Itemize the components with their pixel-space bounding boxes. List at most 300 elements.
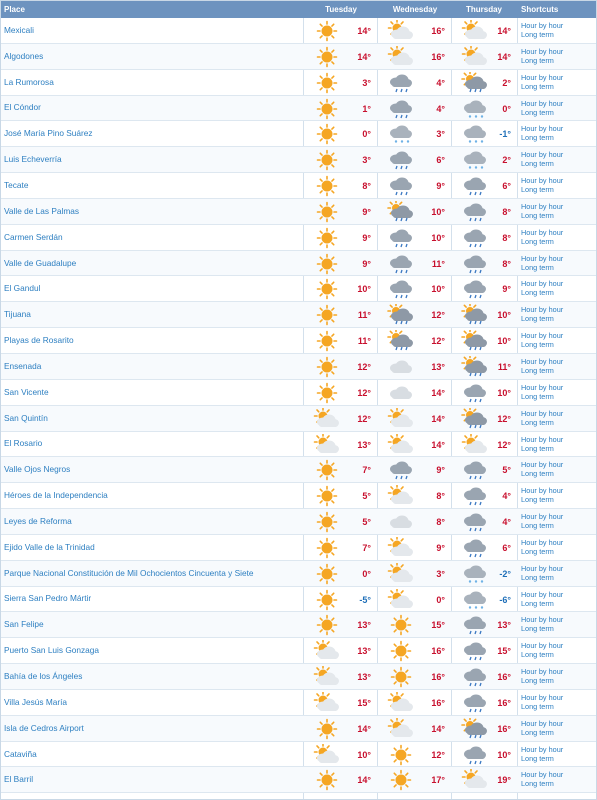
hour-by-hour-link[interactable]: Hour by hour: [521, 589, 564, 599]
temperature: 4°: [502, 517, 511, 528]
place-link[interactable]: Puerto San Luis Gonzaga: [4, 645, 100, 656]
day-forecast-cell: [379, 44, 451, 69]
day-forecast-cell: [379, 121, 451, 146]
temperature: 5°: [502, 465, 511, 476]
sleet-cloud-icon: [461, 589, 489, 611]
shortcut-links: [521, 150, 563, 168]
header-thursday: Thursday: [465, 5, 502, 14]
sun-rain-cloud-icon: [461, 304, 489, 326]
shortcut-links: [521, 202, 563, 220]
day-forecast-cell: [379, 96, 451, 121]
sleet-cloud-icon: [461, 98, 489, 120]
temperature: 10°: [497, 749, 511, 760]
sun-rain-cloud-icon: [387, 201, 415, 223]
sun-rain-cloud-icon: [387, 304, 415, 326]
shortcut-links: [521, 719, 563, 737]
sun-icon: [313, 382, 341, 404]
day-forecast-cell: [379, 70, 451, 95]
rain-cloud-icon: [461, 201, 489, 223]
place-link[interactable]: El Rosario: [4, 438, 43, 449]
temperature: 9°: [362, 206, 371, 217]
long-term-link[interactable]: Long term: [521, 572, 554, 582]
day-forecast-cell: [453, 561, 517, 586]
hour-by-hour-link[interactable]: Hour by hour: [521, 512, 564, 522]
day-forecast-cell: [379, 561, 451, 586]
day-forecast-cell: [305, 147, 377, 172]
temperature: 3°: [362, 155, 371, 166]
hour-by-hour-link[interactable]: Hour by hour: [521, 72, 564, 82]
sun-icon: [313, 459, 341, 481]
day-forecast-cell: [305, 457, 377, 482]
long-term-link[interactable]: Long term: [521, 701, 554, 711]
long-term-link[interactable]: Long term: [521, 314, 554, 324]
table-row: [1, 509, 596, 535]
temperature: 12°: [431, 310, 445, 321]
hour-by-hour-link[interactable]: Hour by hour: [521, 150, 564, 160]
temperature: 10°: [431, 284, 445, 295]
day-forecast-cell: [379, 251, 451, 276]
sun-icon: [313, 330, 341, 352]
temperature: 13°: [357, 646, 371, 657]
hour-by-hour-link[interactable]: Hour by hour: [521, 305, 564, 315]
long-term-link[interactable]: Long term: [521, 185, 554, 195]
sun-icon: [313, 175, 341, 197]
day-forecast-cell: [305, 276, 377, 301]
day-forecast-cell: [379, 380, 451, 405]
hour-by-hour-link[interactable]: Hour by hour: [521, 641, 564, 651]
hour-by-hour-link[interactable]: Hour by hour: [521, 486, 564, 496]
sun-icon: [313, 304, 341, 326]
day-forecast-cell: [379, 690, 451, 715]
sun-icon: [313, 589, 341, 611]
long-term-link[interactable]: Long term: [521, 391, 554, 401]
day-forecast-cell: [453, 199, 517, 224]
table-row: [1, 406, 596, 432]
long-term-link[interactable]: Long term: [521, 598, 554, 608]
shortcut-links: [521, 357, 563, 375]
long-term-link[interactable]: Long term: [521, 133, 554, 143]
temperature: -2°: [499, 568, 511, 579]
sleet-cloud-icon: [461, 123, 489, 145]
hour-by-hour-link[interactable]: Hour by hour: [521, 227, 564, 237]
day-forecast-cell: [305, 380, 377, 405]
day-forecast-cell: [305, 690, 377, 715]
place-link[interactable]: La Rumorosa: [4, 76, 54, 87]
place-link[interactable]: Playas de Rosarito: [4, 335, 74, 346]
sun-icon: [313, 537, 341, 559]
temperature: 14°: [357, 51, 371, 62]
partly-cloudy-icon: [313, 434, 341, 456]
long-term-link[interactable]: Long term: [521, 30, 554, 39]
day-forecast-cell: [379, 199, 451, 224]
sun-icon: [313, 769, 341, 791]
place-link[interactable]: San Felipe: [4, 619, 44, 630]
place-link[interactable]: Parque Nacional Constitución de Mil Ochocientos Cincuenta y Siete: [4, 567, 254, 578]
place-link[interactable]: Tecate: [4, 179, 29, 190]
hour-by-hour-link[interactable]: Hour by hour: [521, 253, 564, 263]
temperature: 12°: [431, 336, 445, 347]
shortcut-links: [521, 615, 563, 633]
long-term-link[interactable]: Long term: [521, 210, 554, 220]
table-row: [1, 225, 596, 251]
place-link[interactable]: Tijuana: [4, 309, 31, 320]
table-row: [1, 587, 596, 613]
shortcut-links: [521, 228, 563, 246]
sun-icon: [313, 46, 341, 68]
sun-icon: [387, 614, 415, 636]
shortcut-links: [521, 305, 563, 323]
temperature: 16°: [431, 26, 445, 36]
partly-cloudy-icon: [313, 640, 341, 662]
temperature: 15°: [357, 697, 371, 708]
temperature: 9°: [436, 465, 445, 476]
rain-cloud-icon: [461, 459, 489, 481]
place-link[interactable]: San Quintín: [4, 412, 48, 423]
place-link[interactable]: Bahía de los Ángeles: [4, 671, 83, 682]
place-link[interactable]: Luis Echeverría: [4, 154, 62, 165]
table-body: [1, 18, 596, 793]
temperature: 16°: [497, 672, 511, 683]
temperature: 14°: [431, 387, 445, 398]
day-forecast-cell: [305, 199, 377, 224]
temperature: 11°: [357, 310, 371, 321]
place-link[interactable]: Cataviña: [4, 748, 37, 759]
temperature: 16°: [497, 723, 511, 734]
sleet-cloud-icon: [387, 123, 415, 145]
temperature: 17°: [431, 775, 445, 786]
temperature: 6°: [502, 542, 511, 553]
place-link[interactable]: El Gandul: [4, 283, 41, 294]
temperature: 16°: [431, 672, 445, 683]
temperature: 5°: [362, 517, 371, 528]
place-link[interactable]: Ejido Valle de la Trinidad: [4, 541, 95, 552]
day-forecast-cell: [453, 18, 517, 43]
place-link[interactable]: Valle de Las Palmas: [4, 205, 80, 216]
table-row: [1, 483, 596, 509]
hour-by-hour-link[interactable]: Hour by hour: [521, 667, 564, 677]
table-row: [1, 173, 596, 199]
table-row: [1, 535, 596, 561]
hour-by-hour-link[interactable]: Hour by hour: [521, 460, 564, 470]
place-link[interactable]: Villa Jesús María: [4, 696, 68, 707]
hour-by-hour-link[interactable]: Hour by hour: [521, 279, 564, 289]
sun-icon: [313, 149, 341, 171]
place-link[interactable]: San Vicente: [4, 386, 49, 397]
day-forecast-cell: [379, 302, 451, 327]
long-term-link[interactable]: Long term: [521, 495, 554, 505]
hour-by-hour-link[interactable]: Hour by hour: [521, 331, 564, 341]
temperature: 9°: [362, 258, 371, 269]
table-row: [1, 742, 596, 768]
temperature: 8°: [436, 491, 445, 502]
place-link[interactable]: Carmen Serdán: [4, 231, 63, 242]
long-term-link[interactable]: Long term: [521, 779, 554, 789]
rain-cloud-icon: [461, 666, 489, 688]
day-forecast-cell: [453, 380, 517, 405]
day-forecast-cell: [379, 664, 451, 689]
long-term-link[interactable]: Long term: [521, 546, 554, 556]
long-term-link[interactable]: Long term: [521, 365, 554, 375]
place-link[interactable]: Valle de Guadalupe: [4, 257, 77, 268]
temperature: 11°: [357, 336, 371, 347]
hour-by-hour-link[interactable]: Hour by hour: [521, 356, 564, 366]
table-row: [1, 380, 596, 406]
temperature: 9°: [502, 284, 511, 295]
long-term-link[interactable]: Long term: [521, 521, 554, 531]
long-term-link[interactable]: Long term: [521, 469, 554, 479]
cloud-icon: [387, 356, 415, 378]
sleet-cloud-icon: [461, 563, 489, 585]
temperature: 10°: [497, 387, 511, 398]
rain-cloud-icon: [387, 149, 415, 171]
rain-cloud-icon: [387, 459, 415, 481]
temperature: 14°: [357, 775, 371, 786]
temperature: 10°: [431, 206, 445, 217]
temperature: 10°: [497, 310, 511, 321]
day-forecast-cell: [453, 173, 517, 198]
long-term-link[interactable]: Long term: [521, 340, 554, 350]
temperature: 1°: [362, 103, 371, 114]
header-place: Place: [4, 5, 25, 14]
day-forecast-cell: [305, 612, 377, 637]
hour-by-hour-link[interactable]: Hour by hour: [521, 98, 564, 108]
day-forecast-cell: [379, 716, 451, 741]
hour-by-hour-link[interactable]: Hour by hour: [521, 201, 564, 211]
temperature: 4°: [436, 77, 445, 88]
shortcut-links: [521, 460, 563, 478]
day-forecast-cell: [379, 276, 451, 301]
sun-icon: [313, 227, 341, 249]
day-forecast-cell: [453, 121, 517, 146]
partly-cloudy-icon: [387, 537, 415, 559]
hour-by-hour-link[interactable]: Hour by hour: [521, 408, 564, 418]
long-term-link[interactable]: Long term: [521, 81, 554, 91]
temperature: 6°: [436, 155, 445, 166]
place-link[interactable]: Isla de Cedros Airport: [4, 722, 84, 733]
sun-icon: [313, 72, 341, 94]
temperature: 15°: [431, 620, 445, 631]
day-forecast-cell: [379, 638, 451, 663]
long-term-link[interactable]: Long term: [521, 624, 554, 634]
rain-cloud-icon: [387, 175, 415, 197]
sun-icon: [387, 769, 415, 791]
day-forecast-cell: [453, 690, 517, 715]
temperature: 0°: [362, 568, 371, 579]
temperature: 6°: [502, 181, 511, 192]
hour-by-hour-link[interactable]: Hour by hour: [521, 718, 564, 728]
table-row: [1, 432, 596, 458]
sun-icon: [313, 511, 341, 533]
temperature: 14°: [431, 439, 445, 450]
place-link[interactable]: Mexicali: [4, 24, 34, 35]
shortcut-links: [521, 73, 563, 91]
partly-cloudy-icon: [387, 589, 415, 611]
hour-by-hour-link[interactable]: Hour by hour: [521, 744, 564, 754]
shortcut-links: [521, 254, 563, 272]
rain-cloud-icon: [461, 278, 489, 300]
hour-by-hour-link[interactable]: Hour by hour: [521, 434, 564, 444]
hour-by-hour-link[interactable]: Hour by hour: [521, 124, 564, 134]
temperature: 8°: [502, 258, 511, 269]
temperature: 10°: [431, 232, 445, 243]
place-link[interactable]: El Cóndor: [4, 102, 41, 113]
sun-rain-cloud-icon: [461, 408, 489, 430]
hour-by-hour-link[interactable]: Hour by hour: [521, 692, 564, 702]
temperature: 12°: [497, 413, 511, 424]
hour-by-hour-link[interactable]: Hour by hour: [521, 537, 564, 547]
day-forecast-cell: [305, 44, 377, 69]
partly-cloudy-icon: [387, 563, 415, 585]
shortcut-links: [521, 512, 563, 530]
temperature: 8°: [436, 517, 445, 528]
temperature: 2°: [502, 155, 511, 166]
shortcut-links: [521, 486, 563, 504]
day-forecast-cell: [453, 147, 517, 172]
hour-by-hour-link[interactable]: Hour by hour: [521, 21, 564, 30]
temperature: 11°: [497, 361, 511, 372]
day-forecast-cell: [379, 225, 451, 250]
shortcut-links: [521, 590, 563, 608]
temperature: 13°: [357, 672, 371, 683]
day-forecast-cell: [453, 251, 517, 276]
long-term-link[interactable]: Long term: [521, 443, 554, 453]
long-term-link[interactable]: Long term: [521, 650, 554, 660]
rain-cloud-icon: [461, 692, 489, 714]
day-forecast-cell: [453, 302, 517, 327]
place-link[interactable]: El Barril: [4, 774, 34, 785]
sun-icon: [313, 614, 341, 636]
day-forecast-cell: [305, 509, 377, 534]
rain-cloud-icon: [461, 175, 489, 197]
day-forecast-cell: [305, 664, 377, 689]
day-forecast-cell: [379, 767, 451, 792]
temperature: 15°: [497, 646, 511, 657]
temperature: 5°: [362, 491, 371, 502]
rain-cloud-icon: [461, 537, 489, 559]
hour-by-hour-link[interactable]: Hour by hour: [521, 770, 564, 780]
temperature: 14°: [497, 26, 511, 36]
shortcut-links: [521, 47, 563, 65]
sun-rain-cloud-icon: [461, 330, 489, 352]
shortcut-links: [521, 409, 563, 427]
sun-icon: [313, 201, 341, 223]
rain-cloud-icon: [387, 98, 415, 120]
rain-cloud-icon: [461, 744, 489, 766]
temperature: -6°: [499, 594, 511, 605]
day-forecast-cell: [305, 561, 377, 586]
day-forecast-cell: [305, 121, 377, 146]
day-forecast-cell: [305, 432, 377, 457]
long-term-link[interactable]: Long term: [521, 55, 554, 65]
day-forecast-cell: [379, 432, 451, 457]
place-link[interactable]: Héroes de la Independencia: [4, 490, 108, 501]
day-forecast-cell: [453, 767, 517, 792]
sun-icon: [387, 666, 415, 688]
day-forecast-cell: [379, 612, 451, 637]
partly-cloudy-icon: [313, 666, 341, 688]
long-term-link[interactable]: Long term: [521, 676, 554, 686]
place-link[interactable]: Valle Ojos Negros: [4, 464, 71, 475]
table-row: [1, 199, 596, 225]
day-forecast-cell: [305, 96, 377, 121]
hour-by-hour-link[interactable]: Hour by hour: [521, 563, 564, 573]
place-link[interactable]: Leyes de Reforma: [4, 515, 72, 526]
temperature: 8°: [362, 181, 371, 192]
day-forecast-cell: [379, 483, 451, 508]
hour-by-hour-link[interactable]: Hour by hour: [521, 176, 564, 186]
place-link[interactable]: Sierra San Pedro Mártir: [4, 593, 92, 604]
sun-icon: [313, 20, 341, 42]
rain-cloud-icon: [461, 227, 489, 249]
shortcut-links: [521, 641, 563, 659]
hour-by-hour-link[interactable]: Hour by hour: [521, 46, 564, 56]
header-tuesday: Tuesday: [325, 5, 357, 14]
day-forecast-cell: [305, 225, 377, 250]
hour-by-hour-link[interactable]: Hour by hour: [521, 615, 564, 625]
long-term-link[interactable]: Long term: [521, 159, 554, 169]
long-term-link[interactable]: Long term: [521, 288, 554, 298]
day-forecast-cell: [453, 483, 517, 508]
place-link[interactable]: Ensenada: [4, 360, 42, 371]
shortcut-links: [521, 435, 563, 453]
shortcut-links: [521, 176, 563, 194]
table-row: [1, 328, 596, 354]
day-forecast-cell: [379, 509, 451, 534]
place-link[interactable]: José María Pino Suárez: [4, 128, 93, 139]
partly-cloudy-icon: [313, 408, 341, 430]
day-forecast-cell: [453, 509, 517, 534]
shortcut-links: [521, 745, 563, 763]
long-term-link[interactable]: Long term: [521, 753, 554, 763]
day-forecast-cell: [379, 406, 451, 431]
rain-cloud-icon: [461, 485, 489, 507]
temperature: 12°: [357, 361, 371, 372]
partly-cloudy-icon: [387, 46, 415, 68]
temperature: 0°: [502, 103, 511, 114]
partly-cloudy-icon: [461, 20, 489, 42]
temperature: 10°: [357, 749, 371, 760]
long-term-link[interactable]: Long term: [521, 236, 554, 246]
day-forecast-cell: [305, 302, 377, 327]
rain-cloud-icon: [461, 511, 489, 533]
day-forecast-cell: [379, 457, 451, 482]
long-term-link[interactable]: Long term: [521, 262, 554, 272]
place-link[interactable]: Algodones: [4, 50, 44, 61]
shortcut-links: [521, 693, 563, 711]
temperature: 4°: [436, 103, 445, 114]
temperature: 12°: [357, 413, 371, 424]
rain-cloud-icon: [387, 278, 415, 300]
day-forecast-cell: [379, 742, 451, 767]
temperature: 9°: [436, 181, 445, 192]
day-forecast-cell: [379, 535, 451, 560]
temperature: 14°: [431, 723, 445, 734]
shortcut-links: [521, 124, 563, 142]
long-term-link[interactable]: Long term: [521, 417, 554, 427]
table-row: [1, 276, 596, 302]
day-forecast-cell: [305, 587, 377, 612]
day-forecast-cell: [305, 18, 377, 43]
temperature: -1°: [499, 129, 511, 140]
hour-by-hour-link[interactable]: Hour by hour: [521, 382, 564, 392]
long-term-link[interactable]: Long term: [521, 727, 554, 737]
temperature: 12°: [497, 439, 511, 450]
day-forecast-cell: [453, 638, 517, 663]
day-forecast-cell: [305, 767, 377, 792]
long-term-link[interactable]: Long term: [521, 107, 554, 117]
table-row: [1, 354, 596, 380]
day-forecast-cell: [305, 70, 377, 95]
